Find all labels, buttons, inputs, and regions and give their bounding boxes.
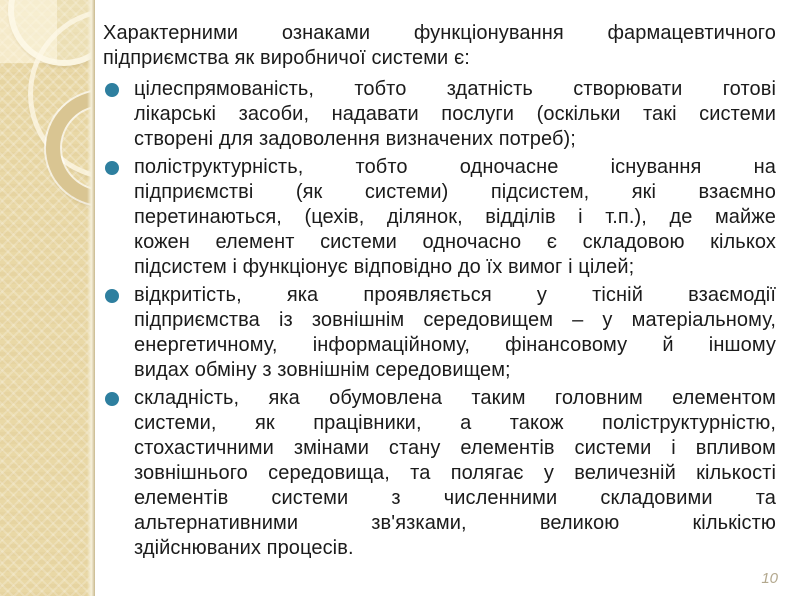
text-line: зовнішнього середовища, та полягає у величезній кількості [134,462,776,484]
sidebar-decoration [0,0,95,596]
bullet-text [134,386,776,561]
bullet-item [103,283,776,383]
text-line: лікарські засоби, надавати послуги (оскільки такі системи [134,103,776,125]
bullet-item [103,77,776,152]
slide-title [103,21,776,71]
bullet-text [134,155,776,280]
text-line: підприємства із зовнішнім середовищем – у матеріальному, [134,309,776,331]
text-line: підприємства як виробничої системи є: [103,47,470,69]
text-line: енергетичному, інформаційному, фінансовому й іншому [134,334,776,356]
text-line: створені для задоволення визначених потреб); [134,128,576,150]
text-line: перетинаються, (цехів, ділянок, відділів і т.п.), де майже [134,206,776,228]
bullet-icon [105,392,119,406]
bullet-item [103,386,776,561]
text-line: здійснюваних процесів. [134,537,354,559]
text-line: елементів системи з численними складовими та [134,487,776,509]
bullet-text [134,283,776,383]
text-line: складність, яка обумовлена таким головним елементом [134,387,776,409]
text-line: відкритість, яка проявляється у тісній взаємодії [134,284,776,306]
text-line: поліструктурність, тобто одночасне існування на [134,156,776,178]
bullet-list [103,77,776,561]
bullet-icon [105,83,119,97]
text-line: підприємстві (як системи) підсистем, які взаємно [134,181,776,203]
text-line: видах обміну з зовнішнім середовищем; [134,359,511,381]
bullet-item [103,155,776,280]
text-line: цілеспрямованість, тобто здатність створювати готові [134,78,776,100]
page-number: 10 [761,570,778,587]
text-line: альтернативними зв'язками, великою кількістю [134,512,776,534]
slide-content [103,21,776,564]
text-line: кожен елемент системи одночасно є складовою кількох [134,231,776,253]
text-line: системи, як працівники, а також поліструктурністю, [134,412,776,434]
text-line: підсистем і функціонує відповідно до їх вимог і цілей; [134,256,635,278]
sidebar-edge [87,0,95,596]
bullet-icon [105,161,119,175]
text-line: стохастичними змінами стану елементів системи і впливом [134,437,776,459]
bullet-icon [105,289,119,303]
text-line: Характерними ознаками функціонування фармацевтичного [103,22,776,44]
bullet-text [134,77,776,152]
